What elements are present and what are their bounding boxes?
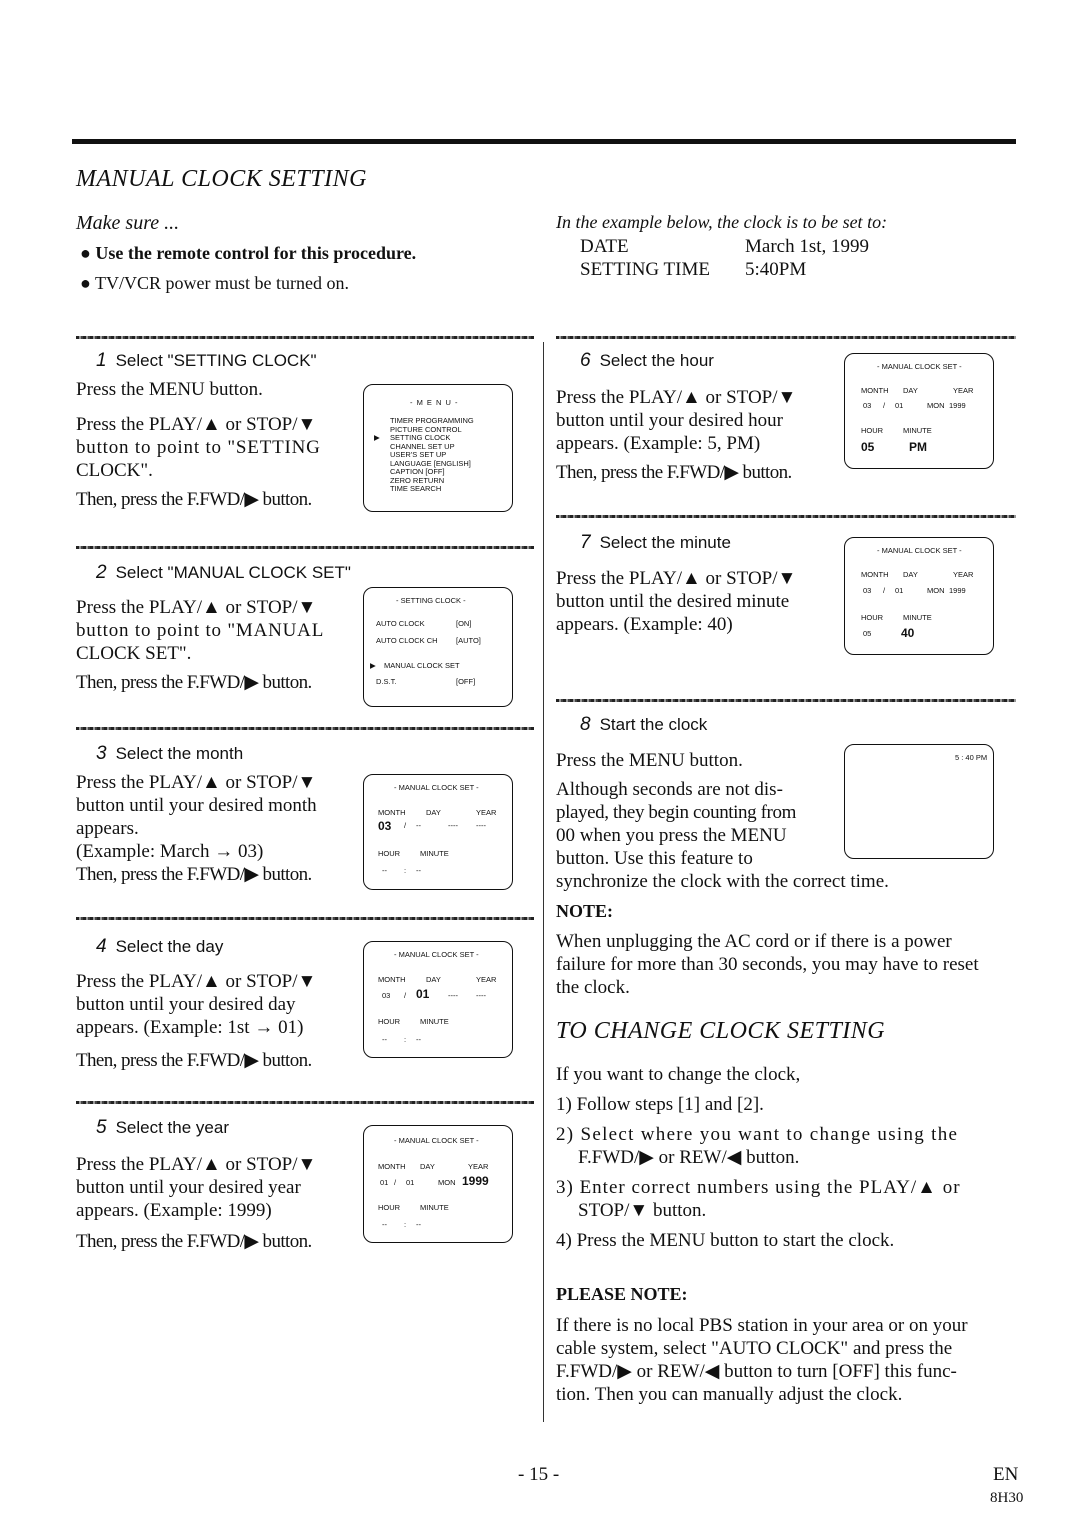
- language-code: EN: [993, 1464, 1019, 1485]
- separator: [556, 336, 1016, 339]
- please-note-heading: PLEASE NOTE:: [556, 1284, 688, 1304]
- separator: [76, 917, 534, 920]
- step-3-heading: 3 Select the month: [96, 743, 244, 764]
- change-intro: If you want to change the clock,: [556, 1064, 801, 1085]
- setting-pointer-icon: ▶: [370, 661, 376, 670]
- change-title: TO CHANGE CLOCK SETTING: [556, 1018, 886, 1044]
- step-2-heading: 2 Select "MANUAL CLOCK SET": [96, 562, 351, 583]
- step-6-heading: 6 Select the hour: [580, 350, 714, 371]
- day-screen: - MANUAL CLOCK SET - MONTH DAY YEAR 03 / 01 ---- ---- HOUR MINUTE -- : --: [363, 941, 513, 1058]
- date-value: March 1st, 1999: [745, 236, 870, 257]
- minute-screen: - MANUAL CLOCK SET - MONTH DAY YEAR 03 / 01 MON 1999 HOUR MINUTE 05 40: [844, 537, 994, 655]
- menu-screen: - M E N U - TIMER PROGRAMMING PICTURE CONTROL SETTING CLOCK CHANNEL SET UP USER'S SET UP LANGUAGE [ENGLISH] CAPTION [OFF] ZERO RETURN TIME SEARCH ▶: [363, 384, 513, 512]
- step-6-text: Press the PLAY/▲ or STOP/▼ button until your desired hour appears. (Example: 5, PM) Then, press the F.FWD/▶ button.: [556, 387, 797, 483]
- time-value: 5:40PM: [745, 259, 807, 280]
- separator: [556, 699, 1016, 702]
- step-7-text: Press the PLAY/▲ or STOP/▼ button until the desired minute appears. (Example: 40): [556, 568, 797, 635]
- example-intro: In the example below, the clock is to be set to:: [556, 212, 888, 232]
- please-note-text: If there is no local PBS station in your area or on your cable system, select "AUTO CLOCK" and press the F.FWD/▶ or REW/◀ button to turn [OFF] this func- tion. Then you can manually adjust the clock.: [556, 1315, 968, 1405]
- page-title: MANUAL CLOCK SETTING: [76, 166, 367, 192]
- bullet-power: ● TV/VCR power must be turned on.: [80, 273, 350, 293]
- hour-screen: - MANUAL CLOCK SET - MONTH DAY YEAR 03 / 01 MON 1999 HOUR MINUTE 05 PM: [844, 353, 994, 469]
- step-4-heading: 4 Select the day: [96, 936, 224, 957]
- step-5-heading: 5 Select the year: [96, 1117, 229, 1138]
- ampm-value-flashing: PM: [909, 440, 927, 454]
- clock-display-screen: [844, 744, 994, 859]
- step-5-text: Press the PLAY/▲ or STOP/▼ button until your desired year appears. (Example: 1999) Then, press the F.FWD/▶ button.: [76, 1154, 317, 1252]
- clock-display-value: 5 : 40 PM: [955, 753, 988, 762]
- change-steps: 1) Follow steps [1] and [2]. 2) Select where you want to change using the F.FWD/▶ or REW/◀ button. 3) Enter correct numbers using the PLAY/▲ or STOP/▼ button. 4) Press the MENU button to start the clock.: [556, 1094, 961, 1251]
- time-label: SETTING TIME: [580, 259, 710, 280]
- separator: [76, 336, 534, 339]
- menu-pointer-icon: ▶: [374, 433, 380, 442]
- month-screen: - MANUAL CLOCK SET - MONTH DAY YEAR 03 / -- ---- ---- HOUR MINUTE -- : --: [363, 774, 513, 890]
- minute-value-flashing: 40: [901, 626, 915, 640]
- step-4-text: Press the PLAY/▲ or STOP/▼ button until your desired day appears. (Example: 1st → 01) Then, press the F.FWD/▶ button.: [76, 971, 317, 1071]
- make-sure-heading: Make sure ...: [76, 212, 180, 234]
- top-rule: [72, 139, 1016, 144]
- day-value-flashing: 01: [416, 987, 430, 1001]
- step-3-text: Press the PLAY/▲ or STOP/▼ button until your desired month appears. (Example: March → 03) Then, press the F.FWD/▶ button.: [76, 772, 317, 885]
- model-code: 8H30: [990, 1490, 1024, 1506]
- year-screen: - MANUAL CLOCK SET - MONTH DAY YEAR 01 / 01 MON 1999 HOUR MINUTE -- : --: [363, 1125, 513, 1243]
- step-8-heading: 8 Start the clock: [580, 714, 708, 735]
- step-7-heading: 7 Select the minute: [580, 532, 731, 553]
- step-1-text: Press the MENU button. Press the PLAY/▲ or STOP/▼ button to point to "SETTING CLOCK". Then, press the F.FWD/▶ button.: [76, 379, 321, 510]
- month-value-flashing: 03: [378, 819, 392, 833]
- step-2-text: Press the PLAY/▲ or STOP/▼ button to point to "MANUAL CLOCK SET". Then, press the F.FWD/▶ button.: [76, 597, 325, 693]
- step-8-text: Press the MENU button. Although seconds are not dis- played, they begin counting from 00 when you press the MENU button. Use this feature to synchronize the clock with the correct time.: [556, 750, 889, 892]
- step-1-heading: 1 Select "SETTING CLOCK": [96, 350, 317, 371]
- hour-value-flashing: 05: [861, 440, 875, 454]
- note-text: When unplugging the AC cord or if there is a power failure for more than 30 seconds, you may have to reset the clock.: [556, 931, 979, 998]
- setting-clock-screen: - SETTING CLOCK - AUTO CLOCK [ON] AUTO CLOCK CH [AUTO] ▶ MANUAL CLOCK SET D.S.T. [OFF]: [363, 587, 513, 707]
- date-label: DATE: [580, 236, 629, 257]
- note-heading: NOTE:: [556, 901, 614, 921]
- page-number: - 15 -: [518, 1464, 560, 1485]
- separator: [76, 727, 534, 730]
- separator: [76, 546, 534, 549]
- column-divider: [543, 342, 544, 1422]
- separator: [76, 1101, 534, 1104]
- separator: [556, 515, 1016, 518]
- bullet-remote: ● Use the remote control for this procedure.: [80, 243, 417, 263]
- year-value-flashing: 1999: [462, 1174, 489, 1188]
